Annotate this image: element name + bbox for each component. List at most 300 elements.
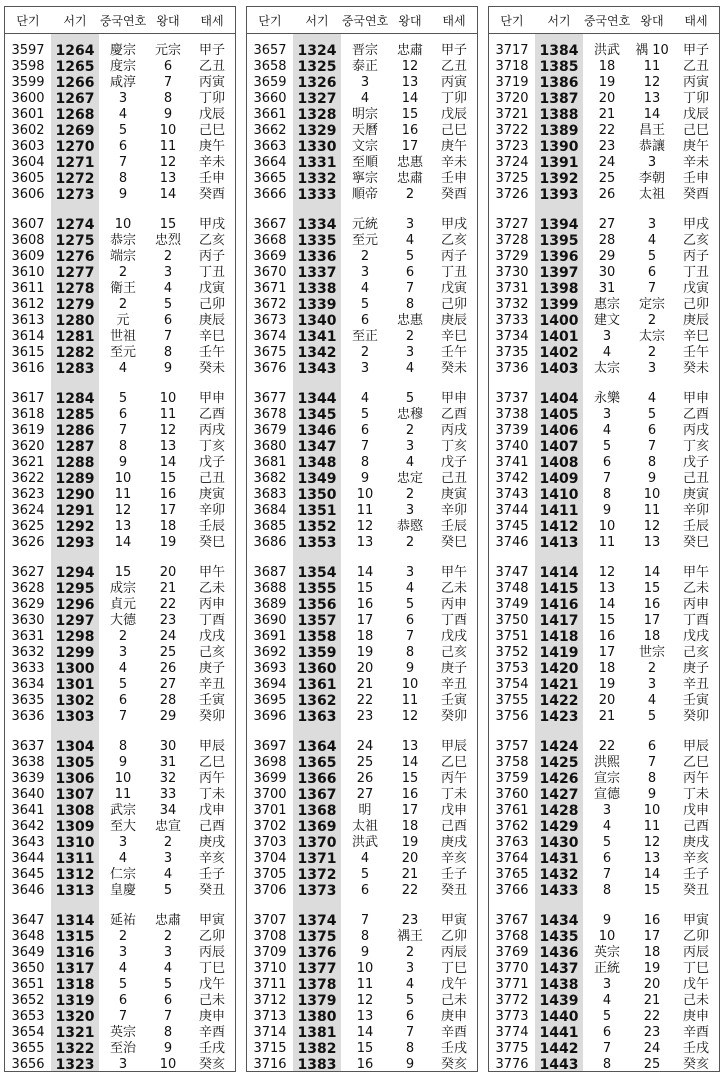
taese-cell: 己卯 — [682, 297, 709, 312]
chinese-era-cell: 泰正 — [351, 59, 378, 74]
chinese-era-cell: 3 — [360, 361, 370, 376]
reign-cell: 12 — [401, 709, 419, 724]
table-row — [5, 613, 235, 629]
reign-cell: 3 — [647, 155, 657, 170]
seogi-cell: 1427 — [539, 787, 579, 803]
taese-cell: 壬子 — [198, 867, 225, 882]
seogi-cell: 1281 — [55, 329, 95, 345]
dangi-cell: 3734 — [495, 329, 529, 344]
dangi-cell: 3691 — [253, 629, 287, 644]
chinese-era-cell: 7 — [360, 913, 370, 928]
taese-cell: 癸亥 — [440, 1057, 467, 1072]
table-row — [489, 297, 719, 313]
seogi-cell: 1347 — [297, 439, 337, 455]
dangi-cell: 3696 — [253, 709, 287, 724]
taese-cell: 甲子 — [198, 43, 225, 58]
reign-cell: 14 — [643, 107, 661, 122]
chinese-era-cell: 明 — [358, 803, 372, 818]
dangi-cell: 3714 — [253, 1025, 287, 1040]
reign-cell: 7 — [647, 439, 657, 454]
reign-cell: 9 — [647, 787, 657, 802]
table-row — [5, 503, 235, 519]
seogi-cell: 1317 — [55, 961, 95, 977]
chinese-era-cell: 3 — [360, 265, 370, 280]
seogi-cell: 1275 — [55, 233, 95, 249]
table-body — [489, 43, 719, 1072]
table-row — [247, 629, 477, 645]
seogi-cell: 1395 — [539, 233, 579, 249]
reign-cell: 10 — [643, 803, 661, 818]
table-row — [5, 581, 235, 597]
chinese-era-cell: 9 — [602, 503, 612, 518]
seogi-cell: 1440 — [539, 1009, 579, 1025]
chinese-era-cell: 24 — [598, 155, 616, 170]
taese-cell: 壬申 — [682, 171, 709, 186]
taese-cell: 辛酉 — [440, 1025, 467, 1040]
table-row — [247, 771, 477, 787]
dangi-cell: 3665 — [253, 171, 287, 186]
dangi-cell: 3690 — [253, 613, 287, 628]
seogi-cell: 1325 — [297, 59, 337, 75]
reign-cell: 10 — [643, 487, 661, 502]
seogi-cell: 1286 — [55, 423, 95, 439]
reign-cell: 4 — [647, 391, 657, 406]
table-row — [489, 345, 719, 361]
seogi-cell: 1419 — [539, 645, 579, 661]
taese-cell: 壬寅 — [682, 693, 709, 708]
table-row — [5, 187, 235, 203]
seogi-cell: 1374 — [297, 913, 337, 929]
chinese-era-cell: 5 — [118, 391, 128, 406]
table-row — [5, 1009, 235, 1025]
dangi-cell: 3710 — [253, 961, 287, 976]
seogi-cell: 1357 — [297, 613, 337, 629]
dangi-cell: 3740 — [495, 439, 529, 454]
dangi-cell: 3685 — [253, 519, 287, 534]
chinese-era-cell: 咸淳 — [109, 75, 136, 90]
chinese-era-cell: 武宗 — [109, 803, 136, 818]
reign-cell: 7 — [647, 755, 657, 770]
dangi-cell: 3658 — [253, 59, 287, 74]
reign-cell: 18 — [401, 819, 419, 834]
chinese-era-cell: 20 — [598, 91, 616, 106]
chinese-era-cell: 21 — [598, 709, 616, 724]
dangi-cell: 3768 — [495, 929, 529, 944]
seogi-cell: 1362 — [297, 693, 337, 709]
dangi-cell: 3621 — [11, 455, 45, 470]
table-row — [5, 455, 235, 471]
chinese-era-cell: 3 — [118, 91, 128, 106]
dangi-cell: 3765 — [495, 867, 529, 882]
reign-cell: 2 — [405, 187, 415, 202]
reign-cell: 12 — [401, 59, 419, 74]
chinese-era-cell: 27 — [598, 217, 616, 232]
reign-cell: 14 — [643, 867, 661, 882]
dangi-cell: 3637 — [11, 739, 45, 754]
chinese-era-cell: 慶宗 — [109, 43, 136, 58]
dangi-cell: 3755 — [495, 693, 529, 708]
chinese-era-cell: 8 — [118, 739, 128, 754]
reign-cell: 8 — [647, 771, 657, 786]
taese-cell: 庚子 — [198, 661, 225, 676]
reign-cell: 30 — [159, 739, 177, 754]
chinese-era-cell: 7 — [360, 439, 370, 454]
chinese-era-cell: 20 — [356, 661, 374, 676]
dangi-cell: 3763 — [495, 835, 529, 850]
taese-cell: 壬辰 — [198, 519, 225, 534]
seogi-cell: 1439 — [539, 993, 579, 1009]
dangi-cell: 3628 — [11, 581, 45, 596]
reign-cell: 3 — [405, 217, 415, 232]
chinese-era-cell: 順帝 — [351, 187, 378, 202]
table-row — [247, 391, 477, 407]
table-row — [5, 171, 235, 187]
taese-cell: 庚午 — [198, 139, 225, 154]
table-row — [489, 597, 719, 613]
chinese-era-cell: 世祖 — [109, 329, 136, 344]
seogi-cell: 1385 — [539, 59, 579, 75]
chinese-era-cell: 9 — [118, 755, 128, 770]
seogi-cell: 1355 — [297, 581, 337, 597]
reign-cell: 忠肅 — [154, 913, 181, 928]
header-dangi: 단기 — [500, 14, 524, 28]
seogi-cell: 1346 — [297, 423, 337, 439]
seogi-cell: 1282 — [55, 345, 95, 361]
seogi-cell: 1291 — [55, 503, 95, 519]
seogi-cell: 1299 — [55, 645, 95, 661]
reign-cell: 25 — [643, 1057, 661, 1072]
chinese-era-cell: 23 — [598, 139, 616, 154]
dangi-cell: 3669 — [253, 249, 287, 264]
reign-cell: 3 — [647, 677, 657, 692]
seogi-cell: 1429 — [539, 819, 579, 835]
taese-cell: 己未 — [682, 993, 709, 1008]
table-row — [247, 155, 477, 171]
reign-cell: 20 — [159, 565, 177, 580]
dangi-cell: 3611 — [11, 281, 45, 296]
seogi-cell: 1380 — [297, 1009, 337, 1025]
chinese-era-cell: 5 — [360, 407, 370, 422]
header-seogi: 서기 — [547, 14, 571, 28]
table-row — [5, 535, 235, 551]
taese-cell: 乙巳 — [198, 755, 225, 770]
taese-cell: 丙申 — [198, 597, 225, 612]
reign-cell: 16 — [643, 913, 661, 928]
seogi-cell: 1309 — [55, 819, 95, 835]
dangi-cell: 3750 — [495, 613, 529, 628]
chinese-era-cell: 5 — [118, 677, 128, 692]
seogi-cell: 1279 — [55, 297, 95, 313]
chinese-era-cell: 4 — [360, 91, 370, 106]
table-row — [5, 677, 235, 693]
chinese-era-cell: 6 — [118, 693, 128, 708]
reign-cell: 8 — [163, 345, 173, 360]
seogi-cell: 1400 — [539, 313, 579, 329]
table-row — [247, 867, 477, 883]
table-row — [247, 59, 477, 75]
table-row — [489, 233, 719, 249]
chinese-era-cell: 7 — [602, 1041, 612, 1056]
chinese-era-cell: 19 — [598, 677, 616, 692]
reign-cell: 忠宣 — [154, 819, 181, 834]
seogi-cell: 1294 — [55, 565, 95, 581]
chinese-era-cell: 30 — [598, 265, 616, 280]
seogi-cell: 1430 — [539, 835, 579, 851]
table-row — [247, 819, 477, 835]
reign-cell: 禑 10 — [635, 43, 669, 58]
chinese-era-cell: 6 — [602, 455, 612, 470]
taese-cell: 戊子 — [682, 455, 709, 470]
seogi-cell: 1441 — [539, 1025, 579, 1041]
chinese-era-cell: 16 — [598, 629, 616, 644]
reign-cell: 9 — [647, 471, 657, 486]
taese-cell: 乙未 — [440, 581, 467, 596]
reign-cell: 8 — [647, 455, 657, 470]
chinese-era-cell: 8 — [602, 1057, 612, 1072]
chinese-era-cell: 17 — [598, 645, 616, 660]
reign-cell: 2 — [647, 313, 657, 328]
reign-cell: 2 — [405, 487, 415, 502]
seogi-cell: 1368 — [297, 803, 337, 819]
taese-cell: 丁卯 — [682, 91, 709, 106]
table-row — [489, 249, 719, 265]
seogi-cell: 1433 — [539, 883, 579, 899]
reign-cell: 忠肅 — [396, 171, 423, 186]
dangi-cell: 3764 — [495, 851, 529, 866]
taese-cell: 乙酉 — [440, 407, 467, 422]
dangi-cell: 3668 — [253, 233, 287, 248]
row-group — [489, 565, 719, 739]
table-row — [489, 565, 719, 581]
taese-cell: 戊寅 — [682, 281, 709, 296]
taese-cell: 丙午 — [198, 771, 225, 786]
taese-cell: 壬辰 — [440, 519, 467, 534]
seogi-cell: 1387 — [539, 91, 579, 107]
reign-cell: 17 — [643, 929, 661, 944]
table-row — [5, 1025, 235, 1041]
dangi-cell: 3697 — [253, 739, 287, 754]
reign-cell: 5 — [647, 709, 657, 724]
chinese-era-cell: 16 — [356, 597, 374, 612]
reign-cell: 13 — [159, 171, 177, 186]
chinese-era-cell: 5 — [360, 297, 370, 312]
taese-cell: 庚辰 — [682, 313, 709, 328]
reign-cell: 忠惠 — [396, 313, 423, 328]
seogi-cell: 1307 — [55, 787, 95, 803]
table-row — [247, 187, 477, 203]
taese-cell: 庚子 — [682, 661, 709, 676]
taese-cell: 癸未 — [682, 361, 709, 376]
seogi-cell: 1265 — [55, 59, 95, 75]
chinese-era-cell: 英宗 — [593, 945, 620, 960]
table-row — [489, 613, 719, 629]
reign-cell: 23 — [159, 613, 177, 628]
taese-cell: 癸丑 — [198, 883, 225, 898]
seogi-cell: 1371 — [297, 851, 337, 867]
seogi-cell: 1330 — [297, 139, 337, 155]
table-row — [489, 913, 719, 929]
taese-cell: 壬戌 — [440, 1041, 467, 1056]
seogi-cell: 1337 — [297, 265, 337, 281]
table-row — [247, 503, 477, 519]
taese-cell: 乙丑 — [440, 59, 467, 74]
chinese-era-cell: 8 — [118, 439, 128, 454]
reign-cell: 11 — [401, 693, 419, 708]
seogi-cell: 1369 — [297, 819, 337, 835]
taese-cell: 甲戌 — [440, 217, 467, 232]
reign-cell: 18 — [643, 629, 661, 644]
seogi-cell: 1389 — [539, 123, 579, 139]
table-row — [5, 313, 235, 329]
reign-cell: 13 — [643, 91, 661, 106]
reign-cell: 7 — [163, 329, 173, 344]
reign-cell: 28 — [159, 693, 177, 708]
row-group — [247, 391, 477, 565]
taese-cell: 己亥 — [198, 645, 225, 660]
chinese-era-cell: 9 — [602, 913, 612, 928]
dangi-cell: 3613 — [11, 313, 45, 328]
reign-cell: 4 — [163, 281, 173, 296]
table-row — [5, 123, 235, 139]
seogi-cell: 1393 — [539, 187, 579, 203]
taese-cell: 辛亥 — [198, 851, 225, 866]
dangi-cell: 3766 — [495, 883, 529, 898]
chinese-era-cell: 貞元 — [109, 597, 136, 612]
dangi-cell: 3679 — [253, 423, 287, 438]
seogi-cell: 1356 — [297, 597, 337, 613]
reign-cell: 4 — [163, 961, 173, 976]
taese-cell: 戊辰 — [198, 107, 225, 122]
seogi-cell: 1332 — [297, 171, 337, 187]
seogi-cell: 1280 — [55, 313, 95, 329]
dangi-cell: 3737 — [495, 391, 529, 406]
dangi-cell: 3731 — [495, 281, 529, 296]
reign-cell: 5 — [405, 391, 415, 406]
row-group — [247, 43, 477, 217]
chinese-era-cell: 正統 — [593, 961, 620, 976]
taese-cell: 丁酉 — [440, 613, 467, 628]
seogi-cell: 1423 — [539, 709, 579, 725]
reign-cell: 4 — [647, 233, 657, 248]
dangi-cell: 3694 — [253, 677, 287, 692]
dangi-cell: 3707 — [253, 913, 287, 928]
taese-cell: 戊子 — [198, 455, 225, 470]
table-row — [489, 217, 719, 233]
taese-cell: 丁卯 — [440, 91, 467, 106]
chinese-era-cell: 18 — [598, 661, 616, 676]
taese-cell: 乙亥 — [682, 233, 709, 248]
table-body — [247, 43, 477, 1072]
table-header — [247, 7, 477, 34]
seogi-cell: 1420 — [539, 661, 579, 677]
chinese-era-cell: 9 — [118, 455, 128, 470]
seogi-cell: 1417 — [539, 613, 579, 629]
table-row — [247, 439, 477, 455]
dangi-cell: 3757 — [495, 739, 529, 754]
table-row — [489, 945, 719, 961]
row-group — [5, 217, 235, 391]
reign-cell: 24 — [643, 1041, 661, 1056]
chinese-era-cell: 10 — [114, 771, 132, 786]
dangi-cell: 3771 — [495, 977, 529, 992]
dangi-cell: 3602 — [11, 123, 45, 138]
taese-cell: 戊戌 — [682, 629, 709, 644]
reign-cell: 16 — [643, 597, 661, 612]
dangi-cell: 3612 — [11, 297, 45, 312]
taese-cell: 甲戌 — [682, 217, 709, 232]
reign-cell: 6 — [647, 739, 657, 754]
dangi-cell: 3640 — [11, 787, 45, 802]
reign-cell: 34 — [159, 803, 177, 818]
taese-cell: 甲寅 — [198, 913, 225, 928]
taese-cell: 癸酉 — [198, 187, 225, 202]
dangi-cell: 3704 — [253, 851, 287, 866]
seogi-cell: 1367 — [297, 787, 337, 803]
dangi-cell: 3681 — [253, 455, 287, 470]
seogi-cell: 1277 — [55, 265, 95, 281]
taese-cell: 辛酉 — [682, 1025, 709, 1040]
taese-cell: 辛丑 — [682, 677, 709, 692]
dangi-cell: 3606 — [11, 187, 45, 202]
dangi-cell: 3662 — [253, 123, 287, 138]
reign-cell: 恭愍 — [396, 519, 423, 534]
table-row — [5, 913, 235, 929]
taese-cell: 癸卯 — [198, 709, 225, 724]
reign-cell: 9 — [405, 1057, 415, 1072]
taese-cell: 庚申 — [682, 1009, 709, 1024]
taese-cell: 壬子 — [440, 867, 467, 882]
table-row — [247, 1025, 477, 1041]
taese-cell: 戊辰 — [682, 107, 709, 122]
seogi-cell: 1405 — [539, 407, 579, 423]
seogi-cell: 1354 — [297, 565, 337, 581]
reign-cell: 18 — [643, 945, 661, 960]
dangi-cell: 3633 — [11, 661, 45, 676]
table-body — [5, 43, 235, 1072]
dangi-cell: 3713 — [253, 1009, 287, 1024]
header-taese: 태세 — [442, 14, 466, 28]
table-row — [247, 945, 477, 961]
taese-cell: 癸卯 — [440, 709, 467, 724]
reign-cell: 4 — [405, 581, 415, 596]
chinese-era-cell: 7 — [602, 867, 612, 882]
dangi-cell: 3753 — [495, 661, 529, 676]
table-row — [247, 281, 477, 297]
dangi-cell: 3599 — [11, 75, 45, 90]
reign-cell: 14 — [401, 755, 419, 770]
table-row — [5, 487, 235, 503]
taese-cell: 戊寅 — [198, 281, 225, 296]
table-row — [247, 1057, 477, 1072]
chinese-era-cell: 15 — [114, 565, 132, 580]
table-row — [5, 661, 235, 677]
dangi-cell: 3762 — [495, 819, 529, 834]
dangi-cell: 3674 — [253, 329, 287, 344]
chinese-era-cell: 端宗 — [109, 249, 136, 264]
table-row — [247, 803, 477, 819]
chinese-era-cell: 12 — [598, 565, 616, 580]
dangi-cell: 3671 — [253, 281, 287, 296]
reign-cell: 13 — [643, 851, 661, 866]
seogi-cell: 1322 — [55, 1041, 95, 1057]
reign-cell: 14 — [643, 565, 661, 580]
taese-cell: 甲午 — [198, 565, 225, 580]
table-row — [247, 787, 477, 803]
seogi-cell: 1290 — [55, 487, 95, 503]
dangi-cell: 3767 — [495, 913, 529, 928]
table-row — [247, 977, 477, 993]
table-row — [5, 217, 235, 233]
